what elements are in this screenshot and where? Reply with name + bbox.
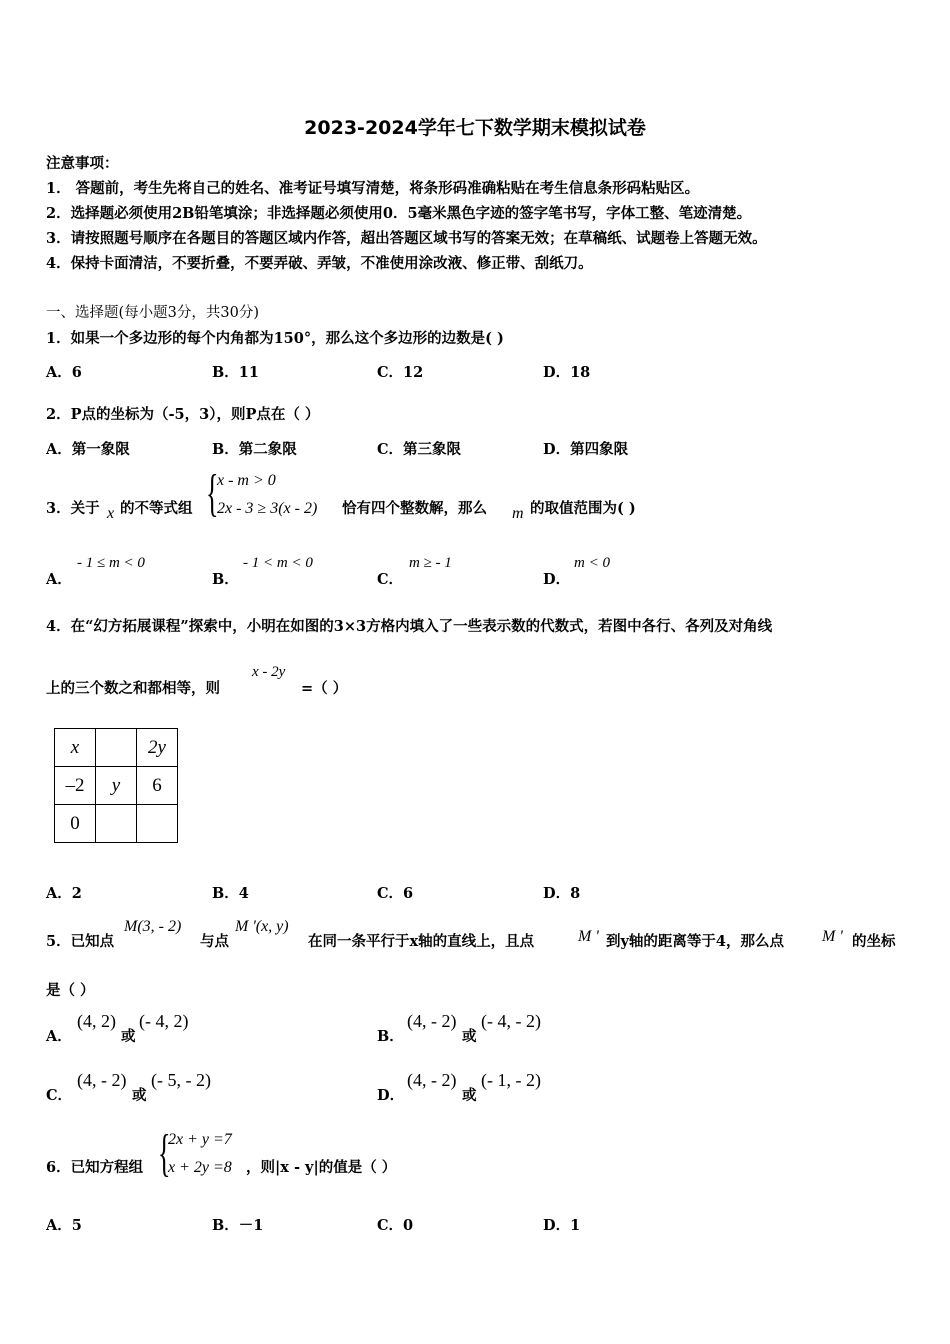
q3-option-d: m < 0 — [574, 555, 610, 571]
q5-option-d-first: (4, - 2) — [407, 1070, 457, 1090]
q5-option-a-first: (4, 2) — [77, 1011, 116, 1031]
notice-item: 3．请按照题号顺序在各题目的答题区域内作答，超出答题区域书写的答案无效；在草稿纸、试题卷上答题无效。 — [46, 230, 767, 247]
q3-mid: 的不等式组 — [120, 500, 193, 517]
magic-square-row — [55, 767, 178, 805]
q4-expression: x - 2y — [252, 664, 286, 680]
q4-tail: =（ ） — [301, 680, 348, 697]
q5-option-b-first: (4, - 2) — [407, 1011, 457, 1031]
magic-square-cell: 2y — [137, 729, 178, 767]
q5-option-c-second: (- 5, - 2) — [151, 1070, 211, 1090]
q6-option-a: A．5 — [46, 1217, 82, 1234]
q6-option-b: B．－1 — [212, 1217, 264, 1234]
q5-mid1: 与点 — [200, 933, 229, 950]
q3-option-c-label: C． — [377, 571, 404, 588]
section-heading: 一、选择题(每小题3分，共30分) — [46, 305, 259, 321]
q3-option-c: m ≥ - 1 — [409, 555, 452, 571]
q3-inequality-2: 2x - 3 ≥ 3(x - 2) — [217, 500, 318, 517]
q4-stem-line1: 4．在“幻方拓展课程”探索中，小明在如图的3×3方格内填入了一些表示数的代数式，若图中各行、各列及对角线 — [46, 618, 773, 635]
q5-option-a-label: A． — [46, 1028, 72, 1045]
q5-option-b-or: 或 — [462, 1028, 477, 1045]
q5-m-prime-ref1: M ' — [578, 928, 599, 945]
q2-stem: 2．P点的坐标为（-5，3），则P点在（ ） — [46, 406, 320, 423]
q4-option-d: D．8 — [543, 885, 581, 902]
q3-option-a: - 1 ≤ m < 0 — [77, 555, 145, 571]
q6-option-d: D．1 — [543, 1217, 581, 1234]
q6-pre: 6．已知方程组 — [46, 1159, 144, 1176]
q6-equation-2: x + 2y =8 — [168, 1159, 232, 1176]
q3-var-x: x — [107, 505, 115, 522]
q5-option-b-second: (- 4, - 2) — [481, 1011, 541, 1031]
notice-item: 4．保持卡面清洁，不要折叠，不要弄破、弄皱，不准使用涂改液、修正带、刮纸刀。 — [46, 255, 593, 272]
q3-var-m: m — [512, 505, 524, 522]
q3-post2: 的取值范围为( ) — [530, 500, 636, 517]
q3-inequality-1: x - m > 0 — [217, 472, 276, 489]
q1-option-a: A．6 — [46, 364, 82, 381]
q4-stem-line2: 上的三个数之和都相等，则 — [46, 680, 220, 697]
q5-mid2: 在同一条平行于x轴的直线上，且点 — [308, 933, 535, 950]
magic-square-row — [55, 729, 178, 767]
magic-square-cell — [96, 729, 137, 767]
q3-option-b-label: B． — [212, 571, 239, 588]
q5-option-c-label: C． — [46, 1087, 73, 1104]
q5-option-d-second: (- 1, - 2) — [481, 1070, 541, 1090]
magic-square-cell: –2 — [55, 767, 96, 805]
magic-square — [54, 728, 178, 843]
q5-mid3: 到y轴的距离等于4，那么点 — [606, 933, 785, 950]
magic-square-cell — [96, 805, 137, 843]
magic-square-row — [55, 805, 178, 843]
q3-brace: { — [206, 465, 219, 522]
notice-item: 1． 答题前，考生先将自己的姓名、准考证号填写清楚，将条形码准确粘贴在考生信息条形码粘贴区。 — [46, 180, 700, 197]
q5-point-m-prime: M '(x, y) — [235, 918, 289, 935]
magic-square-cell — [137, 805, 178, 843]
q5-point-m: M(3, - 2) — [124, 918, 182, 935]
q3-option-b: - 1 < m < 0 — [243, 555, 313, 571]
magic-square-cell: x — [55, 729, 96, 767]
q2-option-b: B．第二象限 — [212, 441, 297, 458]
q5-option-b-label: B． — [377, 1028, 404, 1045]
q2-option-d: D．第四象限 — [543, 441, 629, 458]
q5-option-a-second: (- 4, 2) — [139, 1011, 189, 1031]
q3-option-a-label: A． — [46, 571, 72, 588]
magic-square-cell: y — [96, 767, 137, 805]
notice-item: 2．选择题必须使用2B铅笔填涂；非选择题必须使用0．5毫米黑色字迹的签字笔书写，字体工整、笔迹清楚。 — [46, 205, 752, 222]
page-title: 2023-2024学年七下数学期末模拟试卷 — [304, 117, 646, 139]
q5-option-c-or: 或 — [132, 1087, 147, 1104]
q6-equation-1: 2x + y =7 — [168, 1131, 232, 1148]
q3-post: 恰有四个整数解，那么 — [342, 500, 487, 517]
magic-square-cell: 6 — [137, 767, 178, 805]
q5-mid4: 的坐标 — [852, 933, 896, 950]
q5-pre: 5．已知点 — [46, 933, 115, 950]
q6-option-c: C．0 — [377, 1217, 414, 1234]
q1-option-b: B．11 — [212, 364, 259, 381]
notice-heading: 注意事项： — [46, 155, 119, 172]
q4-option-c: C．6 — [377, 885, 414, 902]
q5-option-d-or: 或 — [462, 1087, 477, 1104]
q1-option-d: D．18 — [543, 364, 591, 381]
q2-option-c: C．第三象限 — [377, 441, 462, 458]
q5-option-d-label: D． — [377, 1087, 405, 1104]
q3-pre: 3．关于 — [46, 500, 100, 517]
q4-option-a: A．2 — [46, 885, 82, 902]
q6-post: ，则|x - y|的值是（ ） — [246, 1159, 397, 1176]
q5-m-prime-ref2: M ' — [822, 928, 843, 945]
q1-option-c: C．12 — [377, 364, 424, 381]
q5-option-c-first: (4, - 2) — [77, 1070, 127, 1090]
q4-option-b: B．4 — [212, 885, 249, 902]
q5-option-a-or: 或 — [121, 1028, 136, 1045]
q6-brace: { — [158, 1125, 171, 1182]
magic-square-cell: 0 — [55, 805, 96, 843]
q1-stem: 1．如果一个多边形的每个内角都为150°，那么这个多边形的边数是( ) — [46, 330, 504, 347]
q2-option-a: A．第一象限 — [46, 441, 130, 458]
q3-option-d-label: D． — [543, 571, 571, 588]
q5-line2: 是（ ） — [46, 982, 95, 999]
